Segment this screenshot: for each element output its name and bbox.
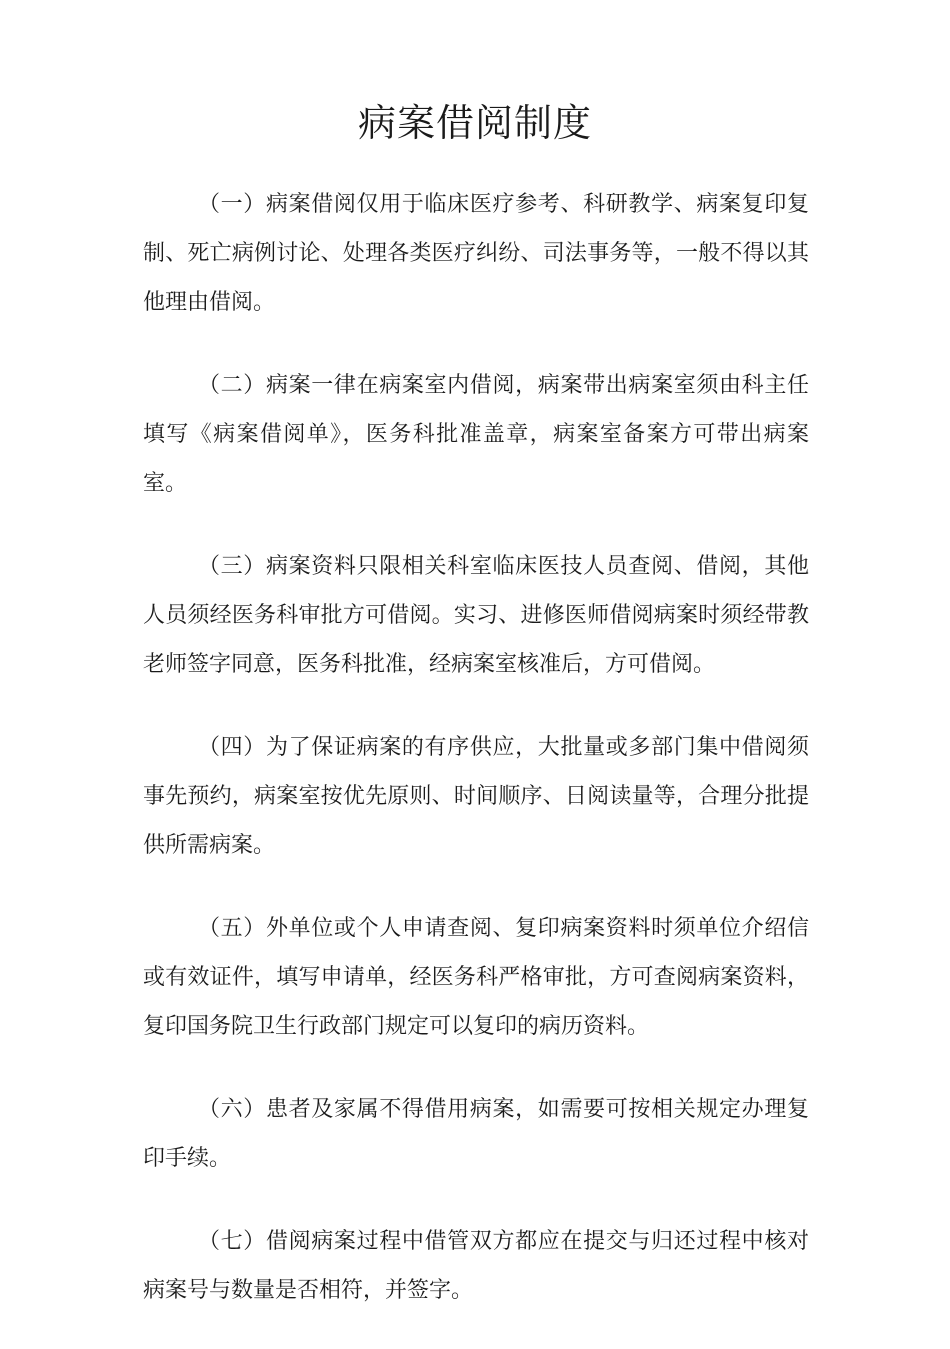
paragraph-5: （五）外单位或个人申请查阅、复印病案资料时须单位介绍信或有效证件，填写申请单，经医务科严格审批，方可查阅病案资料，复印国务院卫生行政部门规定可以复印的病历资料。 — [143, 916, 809, 1039]
paragraph-6: （六）患者及家属不得借用病案，如需要可按相关规定办理复印手续。 — [143, 1097, 809, 1171]
paragraph-3: （三）病案资料只限相关科室临床医技人员查阅、借阅，其他人员须经医务科审批方可借阅。实习、进修医师借阅病案时须经带教老师签字同意，医务科批准，经病案室核准后，方可借阅。 — [143, 554, 809, 677]
document-title: 病案借阅制度 — [357, 101, 592, 145]
paragraph-1: （一）病案借阅仅用于临床医疗参考、科研教学、病案复印复制、死亡病例讨论、处理各类医疗纠纷、司法事务等，一般不得以其他理由借阅。 — [143, 192, 809, 315]
paragraph-4: （四）为了保证病案的有序供应，大批量或多部门集中借阅须事先预约，病案室按优先原则、时间顺序、日阅读量等，合理分批提供所需病案。 — [143, 735, 809, 858]
paragraph-7: （七）借阅病案过程中借管双方都应在提交与归还过程中核对病案号与数量是否相符，并签字。 — [143, 1229, 809, 1303]
paragraph-2: （二）病案一律在病案室内借阅，病案带出病案室须由科主任填写《病案借阅单》，医务科批准盖章，病案室备案方可带出病案室。 — [143, 373, 809, 496]
document-body — [143, 180, 809, 1349]
